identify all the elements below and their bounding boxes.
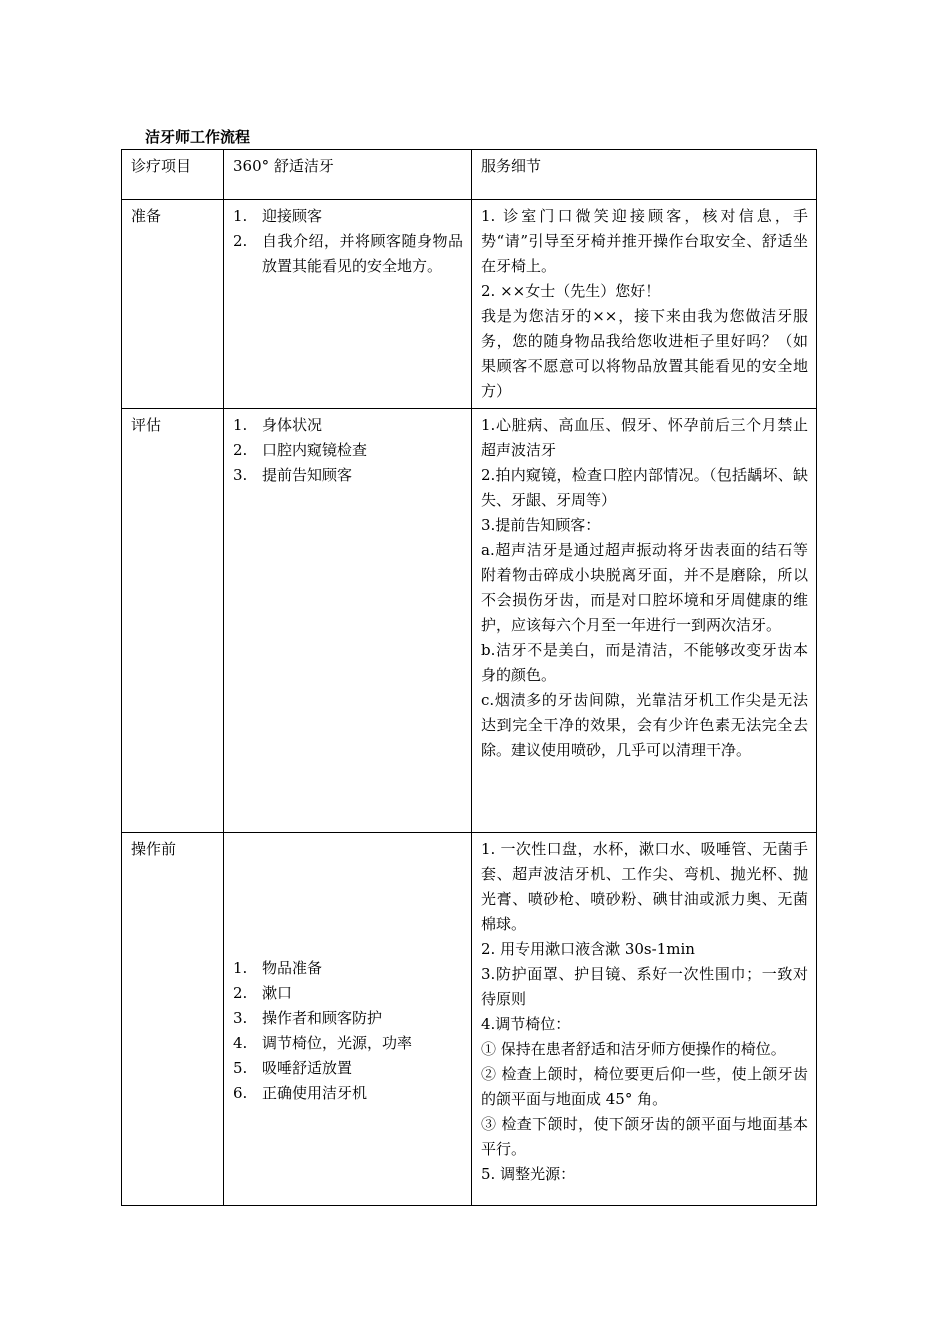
detail-paragraph: 5. 调整光源： — [481, 1165, 576, 1183]
list-item: 5. 吸唾舒适放置 — [233, 1059, 353, 1077]
list-item: 3. 提前告知顾客 — [233, 466, 353, 484]
workflow-table — [121, 149, 817, 1206]
list-item: 2. 口腔内窥镜检查 — [233, 441, 368, 459]
row-label: 操作前 — [122, 833, 224, 1206]
detail-paragraph: 4.调节椅位： — [481, 1015, 571, 1033]
detail-paragraph: 我是为您洁牙的××，接下来由我为您做洁牙服务，您的随身物品我给您收进柜子里好吗？（如果顾客不愿意可以将物品放置其能看见的安全地方） — [481, 307, 808, 400]
steps-cell — [224, 409, 472, 833]
detail-paragraph: 2. 用专用漱口液含漱 30s-1min — [481, 940, 695, 958]
table-row-assess — [122, 409, 817, 833]
steps-list — [233, 956, 463, 1106]
detail-paragraph: a.超声洁牙是通过超声振动将牙齿表面的结石等附着物击碎成小块脱离牙面，并不是磨除，所以不会损伤牙齿，而是对口腔坏境和牙周健康的维护，应该每六个月至一年进行一到两次洁牙。 — [481, 541, 808, 634]
detail-paragraph: ③ 检查下颌时，使下颌牙齿的颌平面与地面基本平行。 — [481, 1115, 808, 1158]
details-cell — [472, 833, 817, 1206]
list-item: 2. 自我介绍，并将顾客随身物品放置其能看见的安全地方。 — [233, 232, 463, 275]
detail-paragraph: 3.提前告知顾客： — [481, 516, 601, 534]
detail-paragraph: 1. 诊室门口微笑迎接顾客，核对信息，手势“请”引导至牙椅并推开操作台取安全、舒适坐在牙椅上。 — [481, 207, 808, 275]
table-header-row — [122, 150, 817, 200]
row-label: 评估 — [122, 409, 224, 833]
list-item: 1. 身体状况 — [233, 416, 323, 434]
details-cell — [472, 409, 817, 833]
document-title: 洁牙师工作流程 — [145, 128, 251, 146]
list-item: 6. 正确使用洁牙机 — [233, 1084, 368, 1102]
detail-paragraph: b.洁牙不是美白，而是清洁，不能够改变牙齿本身的颜色。 — [481, 641, 808, 684]
detail-paragraph: 2. ××女士（先生）您好！ — [481, 282, 661, 300]
detail-paragraph: 2.拍内窥镜，检查口腔内部情况。（包括龋坏、缺失、牙龈、牙周等） — [481, 466, 808, 509]
detail-paragraph: ① 保持在患者舒适和洁牙师方便操作的椅位。 — [481, 1040, 786, 1058]
detail-paragraph: 3.防护面罩、护目镜、系好一次性围巾；一致对待原则 — [481, 965, 808, 1008]
row-label: 准备 — [122, 200, 224, 409]
list-item: 1. 迎接顾客 — [233, 207, 323, 225]
table-row-pre-op — [122, 833, 817, 1206]
list-item: 4. 调节椅位，光源，功率 — [233, 1034, 413, 1052]
table-row-prep — [122, 200, 817, 409]
steps-list — [233, 204, 463, 279]
list-item: 2. 漱口 — [233, 984, 293, 1002]
detail-paragraph: 1.心脏病、高血压、假牙、怀孕前后三个月禁止超声波洁牙 — [481, 416, 808, 459]
steps-list — [233, 413, 463, 488]
steps-cell — [224, 833, 472, 1206]
steps-cell — [224, 200, 472, 409]
header-cell-details: 服务细节 — [472, 150, 817, 200]
header-cell-item: 诊疗项目 — [122, 150, 224, 200]
list-item: 1. 物品准备 — [233, 959, 323, 977]
details-cell — [472, 200, 817, 409]
detail-paragraph: c.烟渍多的牙齿间隙，光靠洁牙机工作尖是无法达到完全干净的效果，会有少许色素无法完全去除。建议使用喷砂，几乎可以清理干净。 — [481, 691, 808, 759]
detail-paragraph: ② 检查上颌时，椅位要更后仰一些，使上颌牙齿的颌平面与地面成 45° 角。 — [481, 1065, 808, 1108]
detail-paragraph: 1. 一次性口盘，水杯，漱口水、吸唾管、无菌手套、超声波洁牙机、工作尖、弯机、抛光杯、抛光膏、喷砂枪、喷砂粉、碘甘油或派力奥、无菌棉球。 — [481, 840, 808, 933]
header-cell-service: 360° 舒适洁牙 — [224, 150, 472, 200]
list-item: 3. 操作者和顾客防护 — [233, 1009, 383, 1027]
